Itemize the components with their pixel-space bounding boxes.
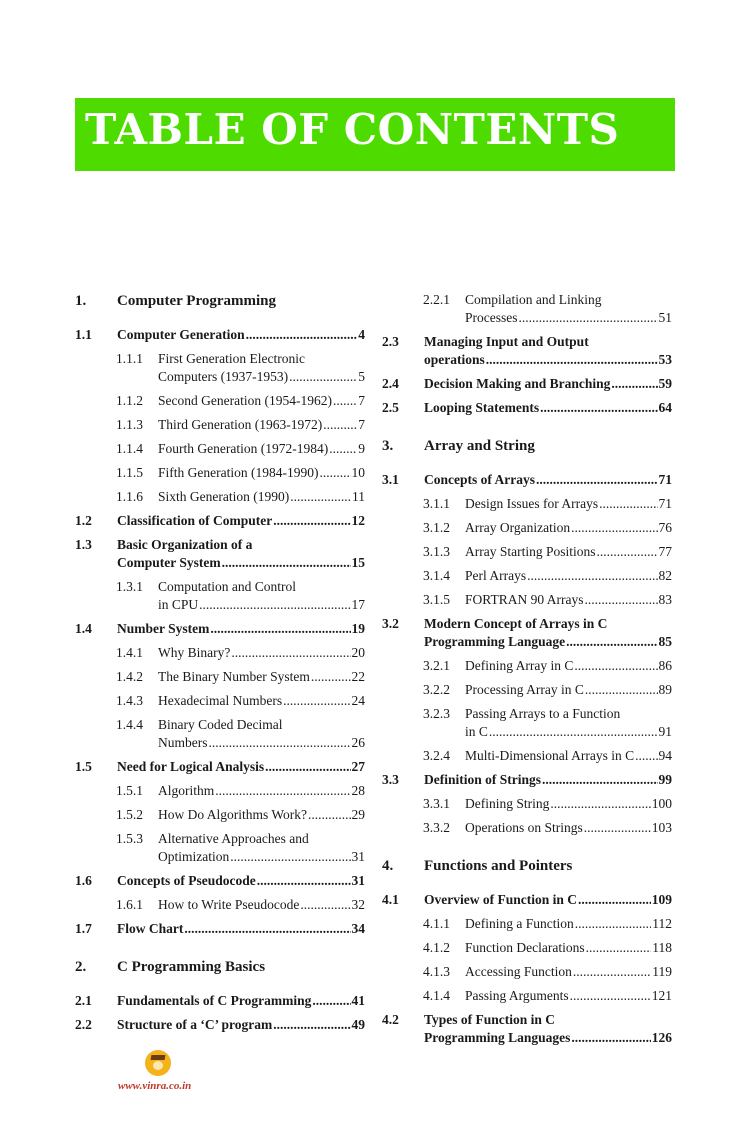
toc-number: 1.2 <box>75 513 92 528</box>
leader-dots <box>519 309 658 327</box>
toc-page-number: 109 <box>651 892 672 907</box>
leader-dots <box>584 591 657 609</box>
toc-number: 1.1 <box>75 327 92 342</box>
toc-number: 4.2 <box>382 1012 399 1027</box>
leader-dots <box>635 747 657 765</box>
toc-page-number: 91 <box>658 724 672 739</box>
toc-page-number: 121 <box>651 988 672 1003</box>
toc-number: 3.2.2 <box>423 682 450 697</box>
toc-page-number: 51 <box>658 310 672 325</box>
toc-title: Concepts of Arrays <box>424 472 535 487</box>
toc-page-number: 103 <box>651 820 672 835</box>
toc-page-number: 119 <box>652 964 672 979</box>
toc-title: First Generation Electronic <box>158 351 305 366</box>
footer-url: www.vinra.co.in <box>118 1080 192 1092</box>
toc-page-number: 94 <box>658 748 672 763</box>
toc-page-number: 11 <box>352 489 365 504</box>
toc-title: Definition of Strings <box>424 772 542 787</box>
toc-page-number: 34 <box>351 921 365 936</box>
toc-number: 3.3 <box>382 772 399 787</box>
leader-dots <box>333 392 357 410</box>
leader-dots <box>540 399 657 417</box>
toc-number: 3.2.4 <box>423 748 450 763</box>
toc-page-number: 53 <box>658 352 672 367</box>
toc-page-number: 9 <box>358 441 365 456</box>
toc-number: 3.1.4 <box>423 568 450 583</box>
leader-dots <box>586 939 652 957</box>
leader-dots <box>571 519 657 537</box>
leader-dots <box>199 596 350 614</box>
toc-title: Hexadecimal Numbers <box>158 693 283 708</box>
toc-number: 3.1 <box>382 472 399 487</box>
leader-dots <box>290 488 351 506</box>
toc-title: Looping Statements <box>424 400 540 415</box>
toc-title: Concepts of Pseudocode <box>117 873 256 888</box>
toc-number: 1.7 <box>75 921 92 936</box>
toc-title: Multi-Dimensional Arrays in C <box>465 748 635 763</box>
toc-title: Defining Array in C <box>465 658 574 673</box>
leader-dots <box>308 806 350 824</box>
toc-page-number: 49 <box>351 1017 365 1032</box>
toc-title: Modern Concept of Arrays in C <box>424 616 608 631</box>
leader-dots <box>231 644 350 662</box>
toc-title: in CPU <box>158 597 199 612</box>
toc-number: 1.1.3 <box>116 417 143 432</box>
toc-page-number: 22 <box>351 669 365 684</box>
toc-number: 1.4.3 <box>116 693 143 708</box>
toc-page-number: 28 <box>351 783 365 798</box>
toc-number: 1.6.1 <box>116 897 143 912</box>
leader-dots <box>542 771 657 789</box>
toc-title: Basic Organization of a <box>117 537 253 552</box>
page-title: TABLE OF CONTENTS <box>85 105 620 154</box>
toc-number: 1.1.5 <box>116 465 143 480</box>
toc-page-number: 112 <box>652 916 672 931</box>
toc-title: Alternative Approaches and <box>158 831 309 846</box>
leader-dots <box>230 848 350 866</box>
toc-title: How Do Algorithms Work? <box>158 807 308 822</box>
leader-dots <box>311 668 351 686</box>
toc-number: 1.1.4 <box>116 441 143 456</box>
toc-title: Array Starting Positions <box>465 544 596 559</box>
toc-title: Passing Arguments <box>465 988 569 1003</box>
toc-title: Third Generation (1963-1972) <box>158 417 323 432</box>
toc-page-number: 85 <box>658 634 672 649</box>
leader-dots <box>578 891 651 909</box>
leader-dots <box>486 351 658 369</box>
toc-title: Overview of Function in C <box>424 892 577 907</box>
toc-page-number: 71 <box>658 496 672 511</box>
toc-number: 2.1 <box>75 993 92 1008</box>
toc-number: 3.1.2 <box>423 520 450 535</box>
toc-title: Computer Programming <box>117 293 277 309</box>
toc-title: C Programming Basics <box>117 959 266 975</box>
toc-number: 1.5.2 <box>116 807 143 822</box>
toc-number: 3.3.1 <box>423 796 450 811</box>
toc-title: Compilation and Linking <box>465 292 602 307</box>
toc-title: Function Declarations <box>465 940 585 955</box>
leader-dots <box>215 782 350 800</box>
publisher-logo-icon <box>145 1050 171 1076</box>
toc-page-number: 17 <box>351 597 365 612</box>
toc-number: 4.1.1 <box>423 916 450 931</box>
leader-dots <box>550 795 650 813</box>
toc-title: Classification of Computer <box>117 513 273 528</box>
toc-page-number: 29 <box>351 807 365 822</box>
toc-title: Flow Chart <box>117 921 184 936</box>
toc-page-number: 59 <box>658 376 672 391</box>
toc-page-number: 15 <box>351 555 365 570</box>
toc-number: 3.1.5 <box>423 592 450 607</box>
leader-dots <box>611 375 657 393</box>
leader-dots <box>273 1016 350 1034</box>
toc-page-number: 76 <box>658 520 672 535</box>
toc-title: Accessing Function <box>465 964 572 979</box>
toc-title: Perl Arrays <box>465 568 527 583</box>
toc-number: 1.5.3 <box>116 831 143 846</box>
toc-number: 2.2 <box>75 1017 92 1032</box>
toc-number: 4.1.3 <box>423 964 450 979</box>
toc-page-number: 41 <box>351 993 365 1008</box>
toc-title: Second Generation (1954-1962) <box>158 393 332 408</box>
toc-page-number: 64 <box>658 400 672 415</box>
toc-number: 3.1.3 <box>423 544 450 559</box>
toc-title: Managing Input and Output <box>424 334 589 349</box>
leader-dots <box>597 543 658 561</box>
toc-number: 1.4.2 <box>116 669 143 684</box>
toc-title: Algorithm <box>158 783 215 798</box>
leader-dots <box>570 987 651 1005</box>
toc-title: Design Issues for Arrays <box>465 496 599 511</box>
toc-number: 1.5.1 <box>116 783 143 798</box>
toc-title: Operations on Strings <box>465 820 583 835</box>
toc-number: 1.1.6 <box>116 489 143 504</box>
toc-page-number: 31 <box>351 849 365 864</box>
leader-dots <box>184 920 350 938</box>
leader-dots <box>265 758 350 776</box>
toc-title: in C <box>465 724 488 739</box>
toc-title: operations <box>424 352 485 367</box>
toc-page-number: 100 <box>651 796 672 811</box>
toc-number: 1.5 <box>75 759 92 774</box>
toc-page-number: 4 <box>358 327 365 342</box>
leader-dots <box>222 554 351 572</box>
toc-title: Types of Function in C <box>424 1012 556 1027</box>
toc-title: Numbers <box>158 735 208 750</box>
toc-title: Defining a Function <box>465 916 574 931</box>
leader-dots <box>489 723 658 741</box>
toc-title: Passing Arrays to a Function <box>465 706 621 721</box>
toc-page-number: 32 <box>351 897 365 912</box>
toc-title: Programming Languages <box>424 1030 571 1045</box>
toc-title: Computers (1937-1953) <box>158 369 289 384</box>
toc-page-number: 26 <box>351 735 365 750</box>
toc-page-number: 118 <box>652 940 672 955</box>
toc-number: 3.2.1 <box>423 658 450 673</box>
toc-title: FORTRAN 90 Arrays <box>465 592 584 607</box>
toc-number: 3.3.2 <box>423 820 450 835</box>
toc-title: Array and String <box>424 438 535 454</box>
toc-number: 3.2 <box>382 616 399 631</box>
toc-number: 2.4 <box>382 376 399 391</box>
toc-number: 1.4.4 <box>116 717 143 732</box>
toc-title: Array Organization <box>465 520 571 535</box>
toc-number: 2.5 <box>382 400 399 415</box>
toc-number: 1.4 <box>75 621 92 636</box>
toc-page-number: 5 <box>358 369 365 384</box>
toc-page-number: 77 <box>658 544 672 559</box>
toc-page-number: 10 <box>351 465 365 480</box>
leader-dots <box>283 692 350 710</box>
leader-dots <box>573 963 651 981</box>
leader-dots <box>246 326 358 344</box>
leader-dots <box>329 440 357 458</box>
toc-page-number: 89 <box>658 682 672 697</box>
toc-title: How to Write Pseudocode <box>158 897 300 912</box>
leader-dots <box>599 495 657 513</box>
toc-page-number: 7 <box>358 393 365 408</box>
toc-title: Need for Logical Analysis <box>117 759 265 774</box>
toc-page-number: 31 <box>351 873 365 888</box>
leader-dots <box>566 633 657 651</box>
toc-title: Fourth Generation (1972-1984) <box>158 441 329 456</box>
toc-title: Number System <box>117 621 210 636</box>
toc-number: 3.1.1 <box>423 496 450 511</box>
toc-number: 2.3 <box>382 334 399 349</box>
toc-number: 1.4.1 <box>116 645 143 660</box>
toc-page-number: 71 <box>658 472 672 487</box>
toc-title: Defining String <box>465 796 550 811</box>
toc-title: Structure of a ‘C’ program <box>117 1017 273 1032</box>
leader-dots <box>300 896 350 914</box>
toc-page-number: 126 <box>651 1030 672 1045</box>
toc-number: 1. <box>75 293 87 309</box>
leader-dots <box>575 915 652 933</box>
toc-page-number: 27 <box>351 759 365 774</box>
leader-dots <box>319 464 350 482</box>
toc-title: Computer Generation <box>117 327 245 342</box>
leader-dots <box>257 872 351 890</box>
toc-number: 1.3 <box>75 537 92 552</box>
toc-number: 2. <box>75 959 87 975</box>
toc-number: 1.3.1 <box>116 579 143 594</box>
toc-title: Why Binary? <box>158 645 231 660</box>
toc-number: 4. <box>382 858 394 874</box>
toc-title: Computation and Control <box>158 579 296 594</box>
toc-number: 2.2.1 <box>423 292 450 307</box>
toc-title: Processing Array in C <box>465 682 584 697</box>
toc-page-number: 20 <box>351 645 365 660</box>
toc-title: The Binary Number System <box>158 669 310 684</box>
toc-number: 4.1.2 <box>423 940 450 955</box>
toc-title: Processes <box>465 310 518 325</box>
toc-page-number: 12 <box>351 513 365 528</box>
leader-dots <box>210 620 350 638</box>
toc-title: Computer System <box>117 555 221 570</box>
toc-page-number: 86 <box>658 658 672 673</box>
toc-number: 3. <box>382 438 394 454</box>
toc-page-number: 82 <box>658 568 672 583</box>
toc-title: Optimization <box>158 849 230 864</box>
toc-page-number: 83 <box>658 592 672 607</box>
toc-number: 4.1 <box>382 892 399 907</box>
toc-title: Binary Coded Decimal <box>158 717 283 732</box>
toc-number: 1.6 <box>75 873 92 888</box>
leader-dots <box>323 416 357 434</box>
toc-page-number: 99 <box>658 772 672 787</box>
title-banner <box>75 98 675 171</box>
leader-dots <box>209 734 351 752</box>
leader-dots <box>536 471 658 489</box>
toc-number: 3.2.3 <box>423 706 450 721</box>
toc-title: Fifth Generation (1984-1990) <box>158 465 319 480</box>
toc-number: 1.1.1 <box>116 351 143 366</box>
leader-dots <box>574 657 657 675</box>
toc-title: Functions and Pointers <box>424 858 573 874</box>
leader-dots <box>584 819 651 837</box>
leader-dots <box>312 992 350 1010</box>
leader-dots <box>273 512 350 530</box>
toc-number: 1.1.2 <box>116 393 143 408</box>
leader-dots <box>585 681 658 699</box>
toc-page-number: 24 <box>351 693 365 708</box>
toc-title: Sixth Generation (1990) <box>158 489 290 504</box>
leader-dots <box>527 567 657 585</box>
leader-dots <box>571 1029 650 1047</box>
toc-page-number: 7 <box>358 417 365 432</box>
toc-title: Decision Making and Branching <box>424 376 611 391</box>
toc-title: Fundamentals of C Programming <box>117 993 312 1008</box>
toc-page-number: 19 <box>351 621 365 636</box>
toc-number: 4.1.4 <box>423 988 450 1003</box>
toc-title: Programming Language <box>424 634 566 649</box>
leader-dots <box>289 368 357 386</box>
